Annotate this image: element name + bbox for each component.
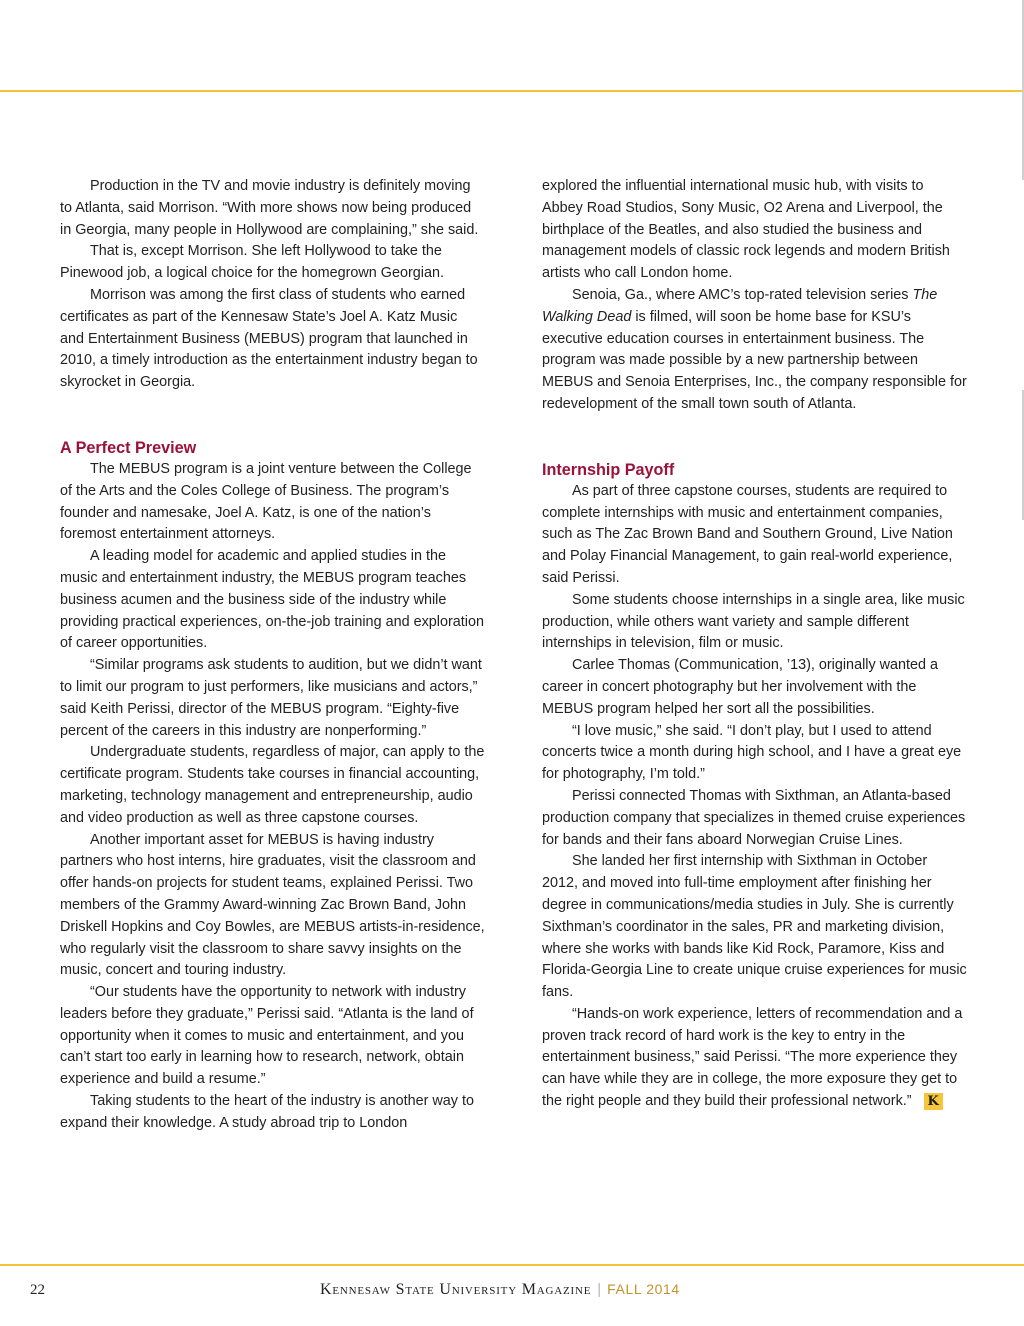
- body-paragraph: “I love music,” she said. “I don’t play, but I used to attend concerts twice a month during high school, and I have a great eye for photography, I’m told.”: [542, 722, 962, 783]
- senoia-text-start: Senoia, Ga., where AMC’s top-rated television series: [572, 286, 913, 303]
- section-heading-perfect-preview: A Perfect Preview: [60, 438, 197, 457]
- issue-label: FALL 2014: [607, 1281, 680, 1297]
- senoia-text-rest: is filmed, will soon be home base for KSU’s executive education courses in entertainment business. The program was made possible by a new partnership between MEBUS and Senoia Enterprises, Inc., the company responsible for redevelopment of the small town south of Atlanta.: [542, 308, 967, 412]
- body-paragraph: Carlee Thomas (Communication, ’13), originally wanted a career in concert photography but her involvement with the MEBUS program helped her sort all the possibilities.: [542, 657, 939, 717]
- body-paragraph: The MEBUS program is a joint venture between the College of the Arts and the Coles College of Business. The program’s founder and namesake, Joel A. Katz, is one of the nation’s foremost entertainment attorneys.: [60, 460, 472, 543]
- intro-paragraph: That is, except Morrison. She left Hollywood to take the Pinewood job, a logical choice for the homegrown Georgian.: [60, 243, 444, 282]
- intro-paragraph: Production in the TV and movie industry is definitely moving to Atlanta, said Morrison. “With more shows now being produced in Georgia, many people in Hollywood are complaining,” she said.: [60, 178, 479, 238]
- body-paragraph: A leading model for academic and applied studies in the music and entertainment industry, the MEBUS program teaches business acumen and the business side of the industry while providing practical experiences, on-the-job training and exploration of career opportunities.: [60, 548, 484, 652]
- left-column: [60, 176, 485, 1135]
- page-number: 22: [30, 1282, 45, 1298]
- closing-paragraph: [542, 1004, 967, 1113]
- body-paragraph: Perissi connected Thomas with Sixthman, an Atlanta-based production company that specializes in themed cruise experiences for bands and their fans aboard Norwegian Cruise Lines.: [542, 787, 966, 848]
- continued-paragraph: explored the influential international music hub, with visits to Abbey Road Studios, Sony Music, O2 Arena and Liverpool, the birthplace of the Beatles, and also studied the business and management models of classic rock legends and modern British artists who call London home.: [542, 178, 950, 282]
- show-title: The Walking Dead: [542, 286, 938, 325]
- body-paragraph: Undergraduate students, regardless of major, can apply to the certificate program. Students take courses in financial accounting, marketing, technology management and entrepreneurship, audio and video production as well as three capstone courses.: [60, 744, 485, 826]
- bottom-rule: [0, 1264, 1024, 1266]
- intro-paragraph: Morrison was among the first class of students who earned certificates as part of the Kennesaw State’s Joel A. Katz Music and Entertainment Business (MEBUS) program that launched in 2010, a timely introduction as the entertainment industry began to skyrocket in Georgia.: [60, 286, 478, 391]
- section-heading-internship-payoff: Internship Payoff: [542, 460, 675, 479]
- senoia-paragraph: [542, 285, 967, 416]
- body-paragraph: She landed her first internship with Sixthman in October 2012, and moved into full-time employment after finishing her degree in communications/media studies in July. She is currently Sixthman’s coordinator in the sales, PR and marketing division, where she works with bands like Kid Rock, Paramore, Kiss and Florida-Georgia Line to create unique cruise experiences for music fans.: [542, 853, 967, 1001]
- body-paragraph: As part of three capstone courses, students are required to complete internships with music and entertainment companies, such as The Zac Brown Band and Southern Ground, Live Nation and Polay Financial Management, to gain real-world experience, said Perissi.: [542, 482, 953, 586]
- body-paragraph: Some students choose internships in a single area, like music production, while others want variety and sample different internships in television, film or music.: [542, 591, 965, 652]
- body-paragraph: Another important asset for MEBUS is having industry partners who host interns, hire graduates, visit the classroom and offer hands-on projects for student teams, explained Perissi. Two members of the Grammy Award-winning Zac Brown Band, John Driskell Hopkins and Coy Bowles, are MEBUS artists-in-residence, who regularly visit the classroom to share savvy insights on the music, concert and touring industry.: [60, 831, 485, 979]
- end-mark-icon: K: [924, 1093, 943, 1110]
- right-column: [542, 176, 967, 1113]
- body-paragraph: “Our students have the opportunity to network with industry leaders before they graduate,” Perissi said. “Atlanta is the land of opportunity when it comes to music and entertainment, and you can’t start too early in learning how to research, network, obtain experience and build a resume.”: [60, 984, 474, 1088]
- body-paragraph: Taking students to the heart of the industry is another way to expand their knowledge. A study abroad trip to London: [60, 1093, 474, 1131]
- footer-publication: [320, 1281, 680, 1299]
- magazine-name: Kennesaw State University Magazine: [320, 1281, 592, 1298]
- body-paragraph: “Similar programs ask students to audition, but we didn’t want to limit our program to just performers, like musicians and actors,” said Keith Perissi, director of the MEBUS program. “Eighty-five percent of the careers in this industry are nonperforming.”: [60, 657, 482, 739]
- closing-text: “Hands-on work experience, letters of recommendation and a proven track record of hard work is the key to entry in the entertainment business,” said Perissi. “The more experience they can have while they are in college, the more exposure they get to the right people and they build their professional network.”: [542, 1005, 963, 1110]
- footer-separator: |: [597, 1281, 602, 1298]
- top-rule: [0, 90, 1024, 92]
